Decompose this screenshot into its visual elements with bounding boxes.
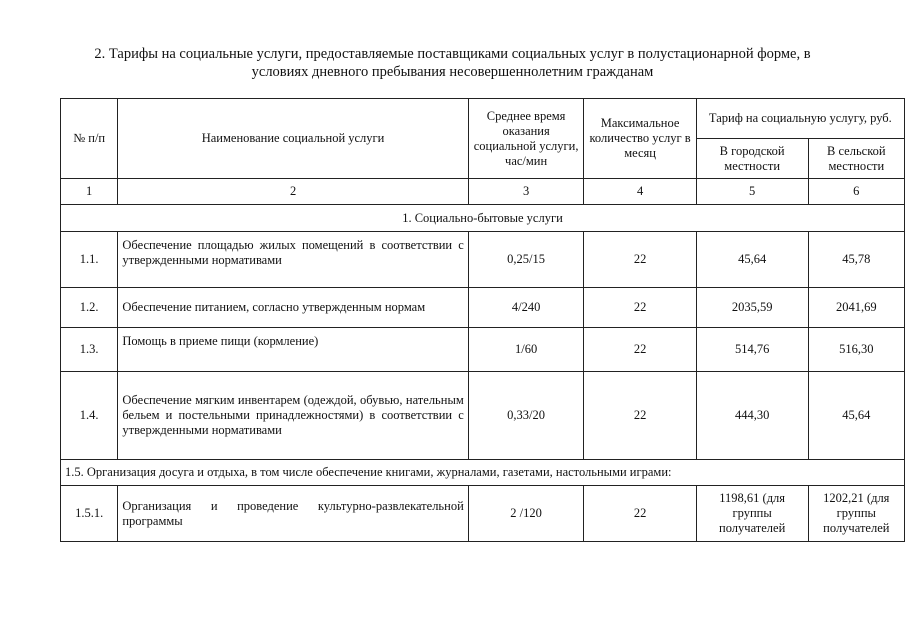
col-number-3: 3 [468,179,584,205]
row-max: 22 [584,232,696,288]
header-tariff: Тариф на социальную услугу, руб. [696,99,904,139]
row-num: 1.3. [61,328,118,372]
document-title [40,45,865,81]
section-heading-1-5: 1.5. Организация досуга и отдыха, в том числе обеспечение книгами, журналами, газетами, настольными играми: [61,460,905,486]
table-row [61,232,905,288]
section-heading-1: 1. Социально-бытовые услуги [61,205,905,232]
table-row [61,486,905,542]
row-max: 22 [584,486,696,542]
row-time: 2 /120 [468,486,584,542]
row-name: Организация и проведение культурно-развлекательной программы [118,486,468,542]
tariffs-table [60,98,905,542]
row-name: Обеспечение площадью жилых помещений в соответствии с утвержденными нормативами [118,232,468,288]
header-rural: В сельской местности [808,139,904,179]
table-row [61,288,905,328]
column-numbers-row [61,179,905,205]
header-num: № п/п [61,99,118,179]
header-urban: В городской местности [696,139,808,179]
row-rural: 45,64 [808,372,904,460]
row-rural: 2041,69 [808,288,904,328]
row-rural: 45,78 [808,232,904,288]
section-row-1-5 [61,460,905,486]
row-num: 1.4. [61,372,118,460]
row-time: 0,33/20 [468,372,584,460]
header-max: Максимальное количество услуг в месяц [584,99,696,179]
row-urban: 514,76 [696,328,808,372]
header-time: Среднее время оказания социальной услуги, час/мин [468,99,584,179]
row-num: 1.2. [61,288,118,328]
row-rural: 1202,21 (для группы получателей [808,486,904,542]
col-number-6: 6 [808,179,904,205]
row-time: 0,25/15 [468,232,584,288]
row-urban: 45,64 [696,232,808,288]
row-urban: 1198,61 (для группы получателей [696,486,808,542]
col-number-5: 5 [696,179,808,205]
row-max: 22 [584,372,696,460]
row-num: 1.5.1. [61,486,118,542]
row-name: Обеспечение питанием, согласно утвержденным нормам [118,288,468,328]
col-number-1: 1 [61,179,118,205]
row-rural: 516,30 [808,328,904,372]
title-line-1: 2. Тарифы на социальные услуги, предоставляемые поставщиками социальных услуг в полустационарной форме, в [94,46,811,62]
row-max: 22 [584,328,696,372]
row-name: Помощь в приеме пищи (кормление) [118,328,468,372]
row-time: 1/60 [468,328,584,372]
title-line-2: условиях дневного пребывания несовершеннолетним гражданам [251,64,654,80]
header-row-1 [61,99,905,139]
header-name: Наименование социальной услуги [118,99,468,179]
col-number-2: 2 [118,179,468,205]
section-row-1 [61,205,905,232]
col-number-4: 4 [584,179,696,205]
row-max: 22 [584,288,696,328]
row-urban: 444,30 [696,372,808,460]
table-row [61,328,905,372]
row-num: 1.1. [61,232,118,288]
row-name: Обеспечение мягким инвентарем (одеждой, обувью, нательным бельем и постельными принадлежностями) в соответствии с утвержденными нормативами [118,372,468,460]
table-row [61,372,905,460]
row-urban: 2035,59 [696,288,808,328]
row-time: 4/240 [468,288,584,328]
